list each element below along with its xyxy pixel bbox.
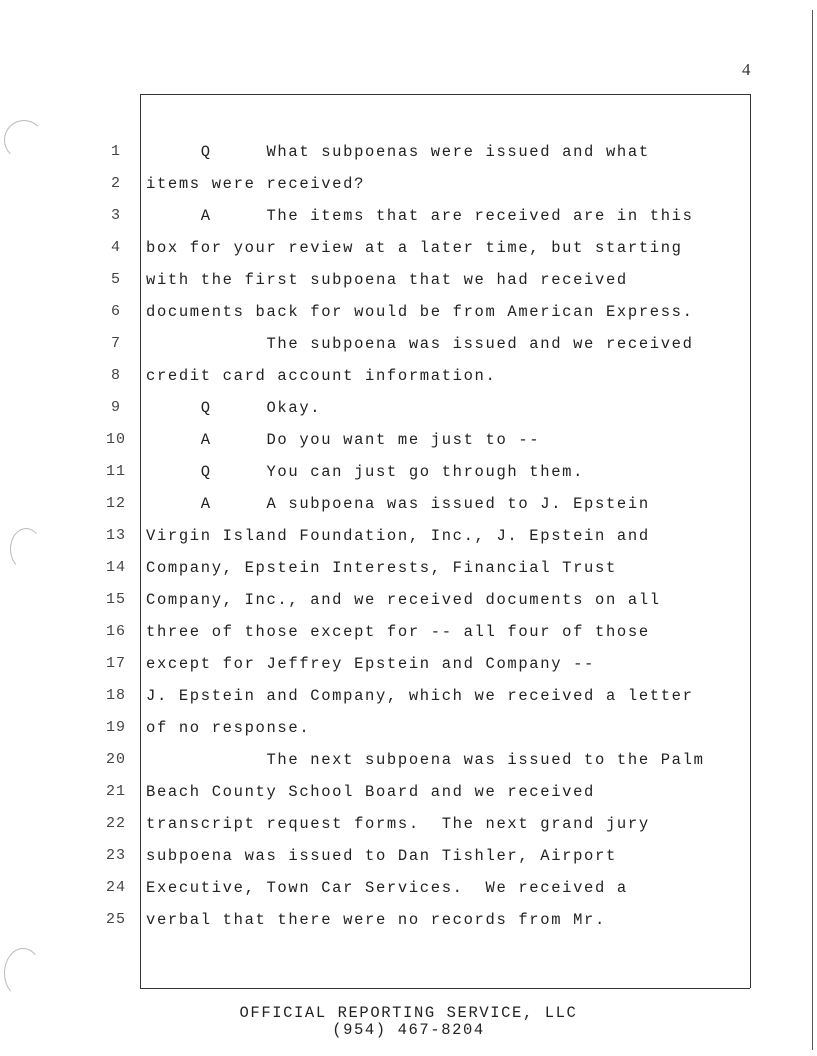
line-number: 8	[110, 367, 121, 384]
line-text: subpoena was issued to Dan Tishler, Airport	[146, 847, 617, 865]
transcript-line	[0, 847, 817, 871]
line-text: Company, Inc., and we received documents on all	[146, 591, 661, 609]
transcript-line	[0, 175, 817, 199]
transcript-line	[0, 527, 817, 551]
line-number: 7	[110, 335, 121, 352]
frame-top-border	[140, 94, 750, 95]
line-number: 11	[105, 463, 126, 480]
transcript-line	[0, 207, 817, 231]
scan-mark-bottom-left	[4, 948, 42, 998]
line-text: Q You can just go through them.	[146, 463, 585, 481]
transcript-line	[0, 687, 817, 711]
line-number: 23	[105, 847, 126, 864]
line-text: Company, Epstein Interests, Financial Trust	[146, 559, 617, 577]
frame-bottom-border	[140, 988, 750, 989]
transcript-line	[0, 559, 817, 583]
transcript-line	[0, 399, 817, 423]
line-text: Virgin Island Foundation, Inc., J. Epstein and	[146, 527, 650, 545]
transcript-line	[0, 719, 817, 743]
transcript-line	[0, 239, 817, 263]
line-number: 17	[105, 655, 126, 672]
line-text: Q Okay.	[146, 399, 322, 417]
transcript-line	[0, 623, 817, 647]
transcript-line	[0, 303, 817, 327]
line-text: with the first subpoena that we had received	[146, 271, 628, 289]
line-number: 4	[110, 239, 121, 256]
transcript-line	[0, 783, 817, 807]
line-text: except for Jeffrey Epstein and Company --	[146, 655, 596, 673]
transcript-line	[0, 911, 817, 935]
line-text: documents back for would be from American Express.	[146, 303, 694, 321]
line-text: three of those except for -- all four of those	[146, 623, 650, 641]
reporter-footer	[0, 1005, 817, 1039]
page-number: 4	[742, 60, 751, 79]
transcript-line	[0, 431, 817, 455]
line-text: Beach County School Board and we received	[146, 783, 596, 801]
line-number: 13	[105, 527, 126, 544]
line-number: 5	[110, 271, 121, 288]
line-number: 21	[105, 783, 126, 800]
transcript-line	[0, 879, 817, 903]
transcript-line	[0, 143, 817, 167]
line-number: 10	[105, 431, 126, 448]
transcript-line	[0, 591, 817, 615]
line-number: 20	[105, 751, 126, 768]
reporting-company-phone: (954) 467-8204	[332, 1021, 485, 1039]
line-text: credit card account information.	[146, 367, 497, 385]
line-number: 19	[105, 719, 126, 736]
line-number: 12	[105, 495, 126, 512]
line-text: transcript request forms. The next grand jury	[146, 815, 650, 833]
line-number: 22	[105, 815, 126, 832]
transcript-line	[0, 815, 817, 839]
line-number: 2	[110, 175, 121, 192]
line-text: The subpoena was issued and we received	[146, 335, 694, 353]
transcript-line	[0, 335, 817, 359]
line-text: A A subpoena was issued to J. Epstein	[146, 495, 650, 513]
transcript-line	[0, 463, 817, 487]
line-number: 24	[105, 879, 126, 896]
line-number: 1	[110, 143, 121, 160]
line-number: 14	[105, 559, 126, 576]
line-text: verbal that there were no records from Mr.	[146, 911, 606, 929]
line-number: 9	[110, 399, 121, 416]
reporting-company-name: OFFICIAL REPORTING SERVICE, LLC	[239, 1004, 578, 1022]
line-number: 15	[105, 591, 126, 608]
line-text: Q What subpoenas were issued and what	[146, 143, 650, 161]
line-number: 3	[110, 207, 121, 224]
line-number: 18	[105, 687, 126, 704]
line-text: A Do you want me just to --	[146, 431, 541, 449]
transcript-line	[0, 655, 817, 679]
line-number: 16	[105, 623, 126, 640]
transcript-line	[0, 367, 817, 391]
line-text: of no response.	[146, 719, 311, 737]
line-number: 6	[110, 303, 121, 320]
line-text: Executive, Town Car Services. We received a	[146, 879, 628, 897]
line-text: The next subpoena was issued to the Palm	[146, 751, 705, 769]
line-text: items were received?	[146, 175, 366, 193]
line-text: box for your review at a later time, but starting	[146, 239, 683, 257]
line-text: J. Epstein and Company, which we received a letter	[146, 687, 694, 705]
transcript-line	[0, 751, 817, 775]
transcript-line	[0, 495, 817, 519]
line-number: 25	[105, 911, 126, 928]
line-text: A The items that are received are in this	[146, 207, 694, 225]
transcript-line	[0, 271, 817, 295]
